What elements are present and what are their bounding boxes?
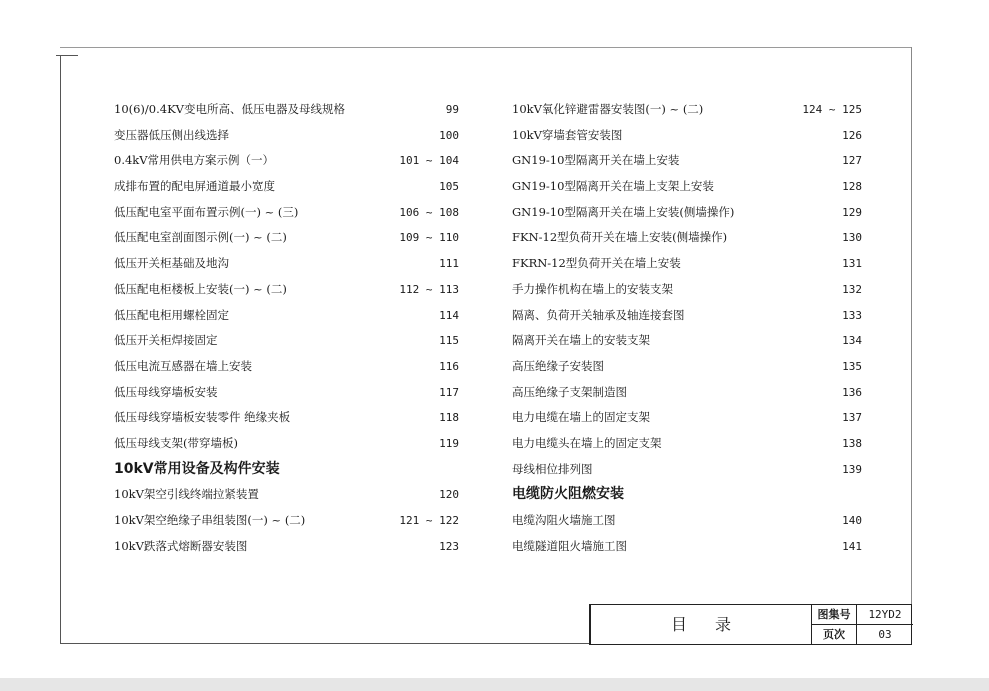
- toc-entry-title: 10kV氧化锌避雷器安装图(一) ~ (二): [512, 102, 704, 116]
- toc-entry-title: 电力电缆头在墙上的固定支架: [512, 435, 662, 450]
- toc-entry-page: 128: [842, 180, 862, 194]
- toc-entry-page: 101 ~ 104: [399, 154, 459, 168]
- toc-entry-title: 电缆沟阻火墙施工图: [512, 513, 616, 527]
- toc-entry-page: 121 ~ 122: [399, 514, 459, 527]
- toc-entry: [114, 148, 459, 174]
- toc-entry-title: 母线相位排列图: [512, 461, 593, 476]
- toc-entry-title: 10kV跌落式熔断器安装图: [114, 538, 248, 553]
- toc-entry: [512, 354, 862, 380]
- toc-entry: [512, 380, 862, 406]
- frame-corner-mark: [56, 55, 78, 56]
- toc-entry: [114, 328, 459, 354]
- toc-entry: [512, 200, 862, 226]
- frame-left-border: [60, 55, 61, 643]
- toc-entry-page: 112 ~ 113: [399, 282, 459, 296]
- toc-entry-title: 低压母线穿墙板安装零件 绝缘夹板: [114, 410, 291, 425]
- toc-entry-page: 132: [842, 282, 862, 296]
- toc-entry: [114, 482, 459, 508]
- toc-entry-page: 106 ~ 108: [399, 205, 459, 219]
- toc-entry-page: 129: [842, 205, 862, 219]
- toc-entry-title: 低压配电室平面布置示例(一) ~ (三): [114, 204, 299, 219]
- toc-entry-title: 高压绝缘子安装图: [512, 358, 604, 373]
- page-bottom-shade: [0, 678, 989, 691]
- toc-entry-page: 140: [842, 514, 862, 527]
- toc-entry-page: 124 ~ 125: [802, 103, 862, 116]
- toc-entry-page: 141: [842, 539, 862, 553]
- toc-entry-title: GN19-10型隔离开关在墙上安装: [512, 153, 680, 168]
- toc-entry-page: 105: [439, 180, 459, 194]
- toc-entry-title: 0.4kV常用供电方案示例（一）: [114, 153, 275, 168]
- toc-entry: [512, 534, 862, 560]
- toc-entry-page: 126: [842, 128, 862, 142]
- toc-entry-title: GN19-10型隔离开关在墙上支架上安装: [512, 179, 714, 194]
- toc-entry-page: 117: [439, 385, 459, 399]
- toc-entry-title: 低压配电柜楼板上安装(一) ~ (二): [114, 281, 287, 296]
- toc-entry-title: 低压母线穿墙板安装: [114, 384, 218, 399]
- toc-entry: [512, 123, 862, 149]
- toc-entry-page: 127: [842, 154, 862, 168]
- toc-entry-page: 114: [439, 308, 459, 322]
- toc-entry-page: 135: [842, 359, 862, 373]
- toc-entry-title: GN19-10型隔离开关在墙上安装(侧墙操作): [512, 204, 735, 219]
- toc-entry-page: 123: [439, 539, 459, 553]
- toc-entry: [512, 251, 862, 277]
- toc-entry-title: 10(6)/0.4KV变电所高、低压电器及母线规格: [114, 102, 345, 116]
- toc-section-heading: [512, 482, 862, 508]
- toc-section-heading: [114, 457, 459, 483]
- toc-entry: [512, 277, 862, 303]
- toc-entry-title: 低压配电柜用螺栓固定: [114, 307, 229, 322]
- toc-entry-title: 低压开关柜基础及地沟: [114, 256, 229, 271]
- toc-entry-page: 109 ~ 110: [399, 231, 459, 245]
- toc-entry-page: 118: [439, 411, 459, 425]
- toc-entry: [114, 225, 459, 251]
- toc-entry-page: 130: [842, 231, 862, 245]
- toc-entry-page: 116: [439, 359, 459, 373]
- toc-entry: [114, 303, 459, 329]
- atlas-number-value: 12YD2: [857, 605, 913, 625]
- toc-entry-page: 115: [439, 334, 459, 348]
- toc-entry-page: 131: [842, 257, 862, 271]
- toc-entry-title: 低压开关柜焊接固定: [114, 333, 218, 348]
- toc-entry: [114, 200, 459, 226]
- toc-entry: [114, 405, 459, 431]
- toc-entry-title: 电缆隧道阻火墙施工图: [512, 538, 627, 553]
- toc-entry-title: 成排布置的配电屏通道最小宽度: [114, 179, 275, 194]
- toc-entry-page: 120: [439, 488, 459, 502]
- toc-entry-title: 变压器低压侧出线选择: [114, 127, 229, 142]
- toc-entry-title: FKN-12型负荷开关在墙上安装(侧墙操作): [512, 230, 728, 245]
- toc-entry-title: 低压电流互感器在墙上安装: [114, 358, 252, 373]
- page-number-label: 页次: [812, 625, 857, 644]
- title-block-title: 目录: [670, 615, 759, 634]
- toc-entry: [114, 354, 459, 380]
- toc-entry: [114, 97, 459, 123]
- toc-entry: [114, 123, 459, 149]
- toc-entry: [512, 225, 862, 251]
- toc-entry: [512, 97, 862, 123]
- toc-entry-title: 低压配电室剖面图示例(一) ~ (二): [114, 230, 287, 245]
- atlas-number-label: 图集号: [812, 605, 857, 625]
- toc-entry: [114, 251, 459, 277]
- toc-entry-title: 10kV常用设备及构件安装: [114, 460, 280, 477]
- toc-right-column: [512, 97, 862, 559]
- toc-entry: [512, 174, 862, 200]
- page-number-value: 03: [878, 628, 892, 641]
- toc-entry: [114, 508, 459, 534]
- frame-bottom-border: [60, 643, 590, 644]
- toc-entry-page: 134: [842, 334, 862, 348]
- toc-entry-title: 电缆防火阻燃安装: [512, 486, 624, 503]
- toc-entry-page: 139: [842, 462, 862, 476]
- toc-entry-title: 手力操作机构在墙上的安装支架: [512, 281, 673, 296]
- toc-entry-page: 138: [842, 436, 862, 450]
- toc-entry: [114, 534, 459, 560]
- toc-entry: [512, 508, 862, 534]
- toc-entry: [512, 431, 862, 457]
- toc-entry-page: 137: [842, 411, 862, 425]
- toc-entry-title: 低压母线支架(带穿墙板): [114, 435, 238, 450]
- toc-entry: [114, 277, 459, 303]
- toc-entry-title: 10kV架空绝缘子串组装图(一) ~ (二): [114, 513, 306, 527]
- title-block: [589, 604, 912, 645]
- toc-entry-title: 隔离开关在墙上的安装支架: [512, 333, 650, 348]
- toc-entry: [512, 405, 862, 431]
- toc-entry-title: 10kV架空引线终端拉紧装置: [114, 487, 259, 502]
- toc-entry-title: 10kV穿墙套管安装图: [512, 127, 623, 142]
- toc-entry-page: 119: [439, 436, 459, 450]
- toc-entry-page: 100: [439, 128, 459, 142]
- toc-entry: [512, 328, 862, 354]
- toc-entry: [512, 457, 862, 483]
- toc-entry: [512, 303, 862, 329]
- toc-entry: [114, 174, 459, 200]
- toc-entry: [114, 380, 459, 406]
- toc-entry: [114, 431, 459, 457]
- toc-entry-page: 99: [445, 103, 459, 116]
- frame-right-border: [911, 47, 912, 607]
- toc-entry-page: 111: [439, 257, 459, 271]
- toc-entry-title: 高压绝缘子支架制造图: [512, 384, 627, 399]
- toc-entry-title: 隔离、负荷开关轴承及轴连接套图: [512, 307, 685, 322]
- toc-entry: [512, 148, 862, 174]
- toc-entry-title: 电力电缆在墙上的固定支架: [512, 410, 650, 425]
- toc-entry-title: FKRN-12型负荷开关在墙上安装: [512, 256, 681, 271]
- toc-entry-page: 133: [842, 308, 862, 322]
- frame-top-border: [60, 47, 912, 48]
- toc-entry-page: 136: [842, 385, 862, 399]
- title-block-grid: [811, 605, 913, 644]
- toc-left-column: [114, 97, 459, 559]
